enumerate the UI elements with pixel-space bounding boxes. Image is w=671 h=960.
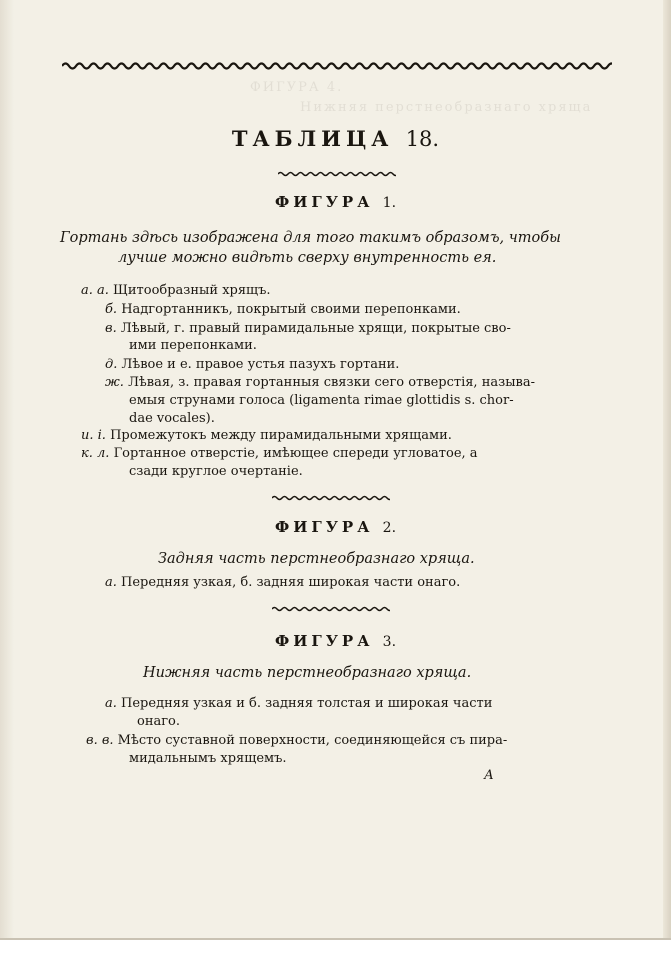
figure-3-heading (0, 632, 671, 650)
legend-text: Лѣвый, г. правый пирамидальные хрящи, покрытые сво- (120, 321, 511, 336)
figure-1-heading (0, 193, 671, 211)
table-title-number: 18. (405, 127, 440, 151)
legend-letters: а. а. (81, 283, 109, 298)
divider-ornament (278, 170, 396, 178)
figure-heading-word: ФИГУРА (274, 518, 374, 536)
figure-heading-number: 1. (382, 195, 397, 211)
legend-letters: к. л. (81, 446, 110, 461)
figure-1-caption-line-1: Гортань здѣсь изображена для того такимъ образомъ, чтобы (60, 230, 561, 246)
figure-heading-number: 3. (382, 634, 397, 650)
figure-1-caption-line-2: лучше можно видѣть сверху внутренность ея. (118, 250, 497, 266)
signature-mark: А (484, 768, 494, 783)
legend-continuation: ими перепонками. (129, 338, 257, 353)
legend-letters: ж. (105, 375, 124, 390)
figure-heading-word: ФИГУРА (274, 193, 374, 211)
figure-heading-number: 2. (382, 520, 397, 536)
legend-letters: б. (105, 302, 118, 317)
legend-item (81, 446, 478, 461)
legend-item (105, 696, 492, 711)
divider-ornament (272, 494, 390, 502)
table-title (0, 126, 671, 151)
legend-text: Лѣвое и е. правое устья пазухъ гортани. (121, 357, 400, 372)
legend-continuation: dae vocales). (129, 411, 215, 426)
legend-text: Передняя узкая, б. задняя широкая части онаго. (121, 575, 461, 590)
legend-letters: а. (105, 575, 117, 590)
figure-2-caption: Задняя часть перстнеобразнаго хряща. (158, 551, 475, 567)
legend-item (105, 302, 461, 317)
legend-continuation: сзади круглое очертаніе. (129, 464, 303, 479)
legend-letters: в. (105, 321, 117, 336)
legend-letters: в. в. (86, 733, 114, 748)
legend-text: Щитообразный хрящъ. (113, 283, 271, 298)
page-bottom-edge (0, 938, 671, 960)
legend-letters: а. (105, 696, 117, 711)
legend-item (105, 375, 535, 390)
legend-continuation: емыя струнами голоса (ligamenta rimae glottidis s. chor- (129, 393, 514, 408)
legend-text: Надгортанникъ, покрытый своими перепонками. (121, 302, 461, 317)
top-ornamental-rule (62, 60, 612, 72)
legend-text: Мѣсто суставной поверхности, соединяющейся съ пира- (117, 733, 508, 748)
legend-continuation: мидальнымъ хрящемъ. (129, 751, 287, 766)
legend-continuation: онаго. (137, 714, 181, 729)
legend-item (105, 575, 460, 590)
legend-item (105, 321, 511, 336)
legend-letters: д. (105, 357, 118, 372)
legend-letters: и. і. (81, 428, 106, 443)
divider-ornament (272, 605, 390, 613)
legend-item (81, 428, 452, 443)
figure-3-caption: Нижняя часть перстнеобразнаго хряща. (143, 665, 472, 681)
legend-text: Гортанное отверстіе, имѣющее спереди угловатое, а (113, 446, 478, 461)
legend-item (81, 283, 271, 298)
bleed-through-text: ФИГУРА 4. (250, 80, 344, 95)
legend-item (86, 733, 507, 748)
figure-heading-word: ФИГУРА (274, 632, 374, 650)
bleed-through-text: Нижняя перстнеобразнаго хряща (300, 100, 593, 115)
figure-2-heading (0, 518, 671, 536)
legend-text: Промежутокъ между пирамидальными хрящами. (110, 428, 452, 443)
legend-item (105, 357, 399, 372)
legend-text: Передняя узкая и б. задняя толстая и широкая части (121, 696, 493, 711)
table-title-word: ТАБЛИЦА (231, 126, 394, 151)
legend-text: Лѣвая, з. правая гортанныя связки сего отверстія, называ- (128, 375, 536, 390)
